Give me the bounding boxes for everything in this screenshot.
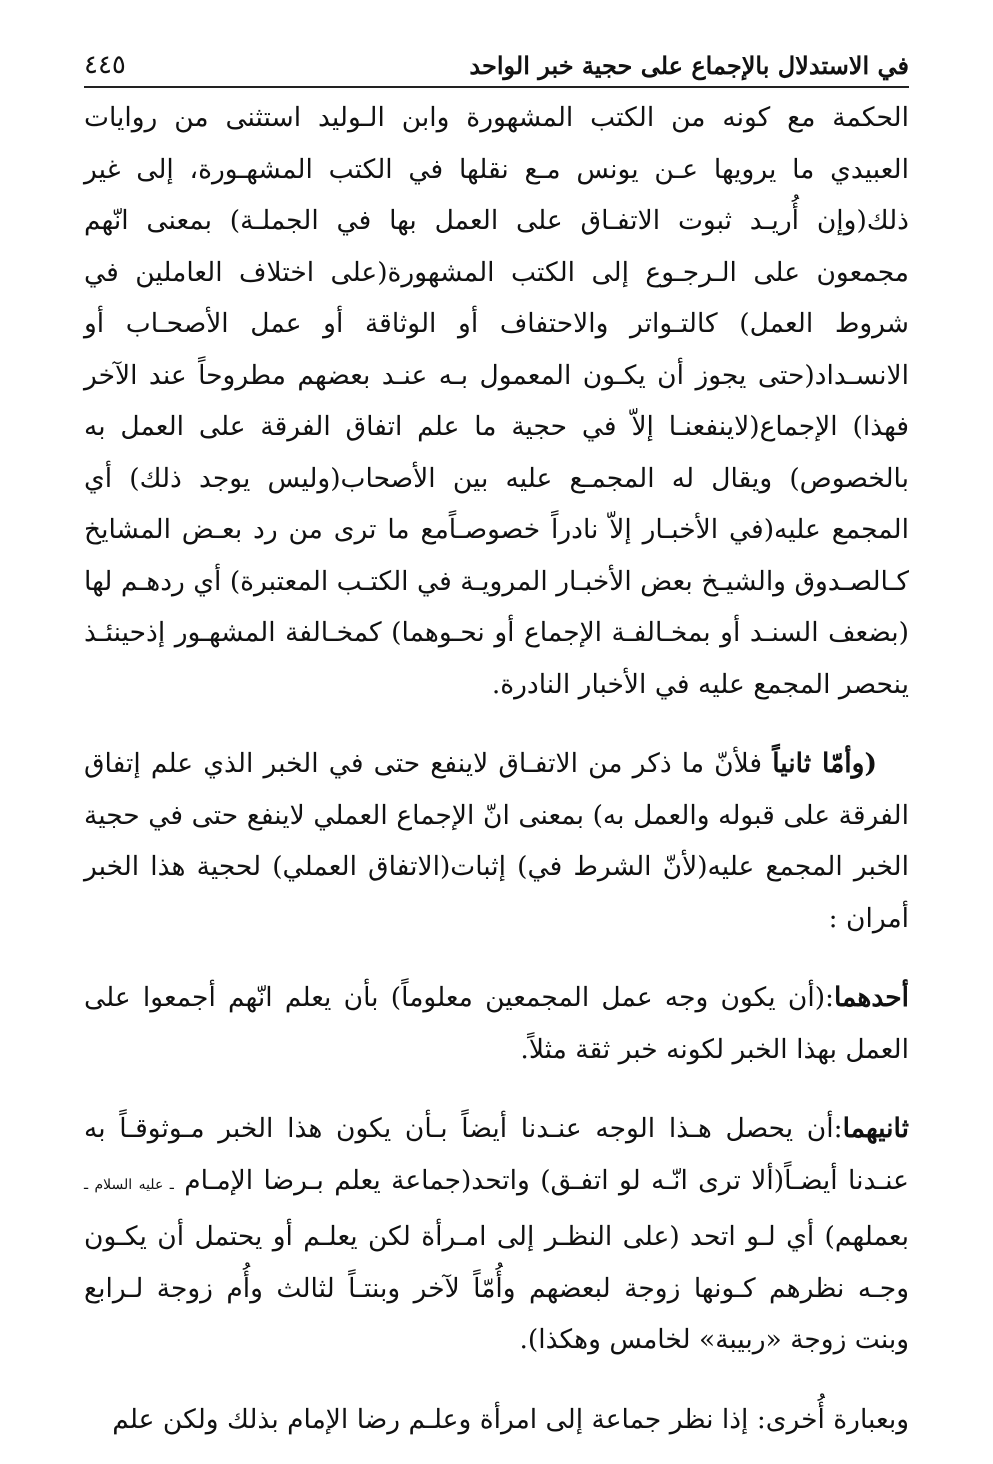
paragraph-lead: أحدهما [833,982,909,1013]
paragraph-text: الحكمة مع كونه من الكتب المشهورة وابن الـوليد استثنى من روايات العبيدي ما يرويها عـن يونس مـع نقلها في الكتب المشهـورة، إلى غير ذلك(وإن أُريـد ثبوت الاتفـاق على العمل بها في الجملـة) بمعنى انّهم مجمعون على الـرجـوع إلى الكتب المشهورة(على اختلاف العاملين في شروط العمل) كالتـواتر والاحتفاف أو الوثاقة أو عمل الأصحـاب أو الانسـداد(حتى يجوز أن يكـون المعمول بـه عنـد بعضهم مطروحاً عند الآخر فهذا) الإجماع(لاينفعنـا إلاّ في حجية ما علم اتفاق الفرقة على العمل به بالخصوص) ويقال له المجمـع عليه بين الأصحاب(وليس يوجد ذلك) أي المجمع عليه(في الأخبـار إلاّ نادراً خصوصـاًمع ما ترى من رد بعـض المشايخ كـالصـدوق والشيـخ بعض الأخبـار المرويـة في الكتـب المعتبرة) أي ردهـم لها (بضعف السنـد أو بمخـالفـة الإجماع أو نحـوهما) كمخـالفة المشهـور إذحينئـذ ينحصر المجمع عليه في الأخبار النادرة. [84,102,909,700]
paragraph [84,1394,909,1446]
page-header [84,32,909,88]
paragraph [84,738,909,944]
paragraph-lead: (وأمّا ثانياً [772,748,877,779]
paragraph-text: فلأنّ ما ذكر من الاتفـاق لاينفع حتى في الخبر الذي علم إتفاق الفرقة على قبوله والعمل به) بمعنى انّ الإجماع العملي لاينفع حتى في حجية الخبر المجمع عليه(لأنّ الشرط في) إثبات(الاتفاق العملي) لحجية هذا الخبر أمران : [84,748,909,934]
paragraph-text: :أن يحصل هـذا الوجه عنـدنا أيضاً بـأن يكون هذا الخبر مـوثوقـاً به عنـدنا أيضـاً(ألا ترى انّـه لو اتفـق) واتحد(جماعة يعلم بـرضا الإمـام [84,1113,909,1196]
honorific-note: ـ عليه السلام ـ [84,1176,174,1193]
running-title: في الاستدلال بالإجماع على حجية خبر الواحد [469,51,909,80]
paragraph-text: وبعبارة أُخرى: إذا نظر جماعة إلى امرأة وعلـم رضا الإمام بذلك ولكن علم [112,1403,909,1435]
paragraph-text: بعملهم) أي لـو اتحد (على النظـر إلى امـرأة لكن يعلـم أو يحتمل أن يكـون وجـه نظرهم كـونها زوجة لبعضهم وأُمّاً لآخر وبنتـاً لثالث وأُم زوجة لـرابع وبنت زوجة «ربيبة» لخامس وهكذا). [84,1221,909,1355]
paragraph [84,92,909,710]
page-body [84,92,909,1445]
page-number: ٤٤٥ [84,50,126,80]
paragraph [84,972,909,1075]
paragraph-text: :(أن يكون وجه عمل المجمعين معلوماً) بأن يعلم انّهم أجمعوا على العمل بهذا الخبر لكونه خبر ثقة مثلاً. [84,982,909,1065]
paragraph [84,1103,909,1366]
paragraph-lead: ثانيهما [842,1113,909,1144]
